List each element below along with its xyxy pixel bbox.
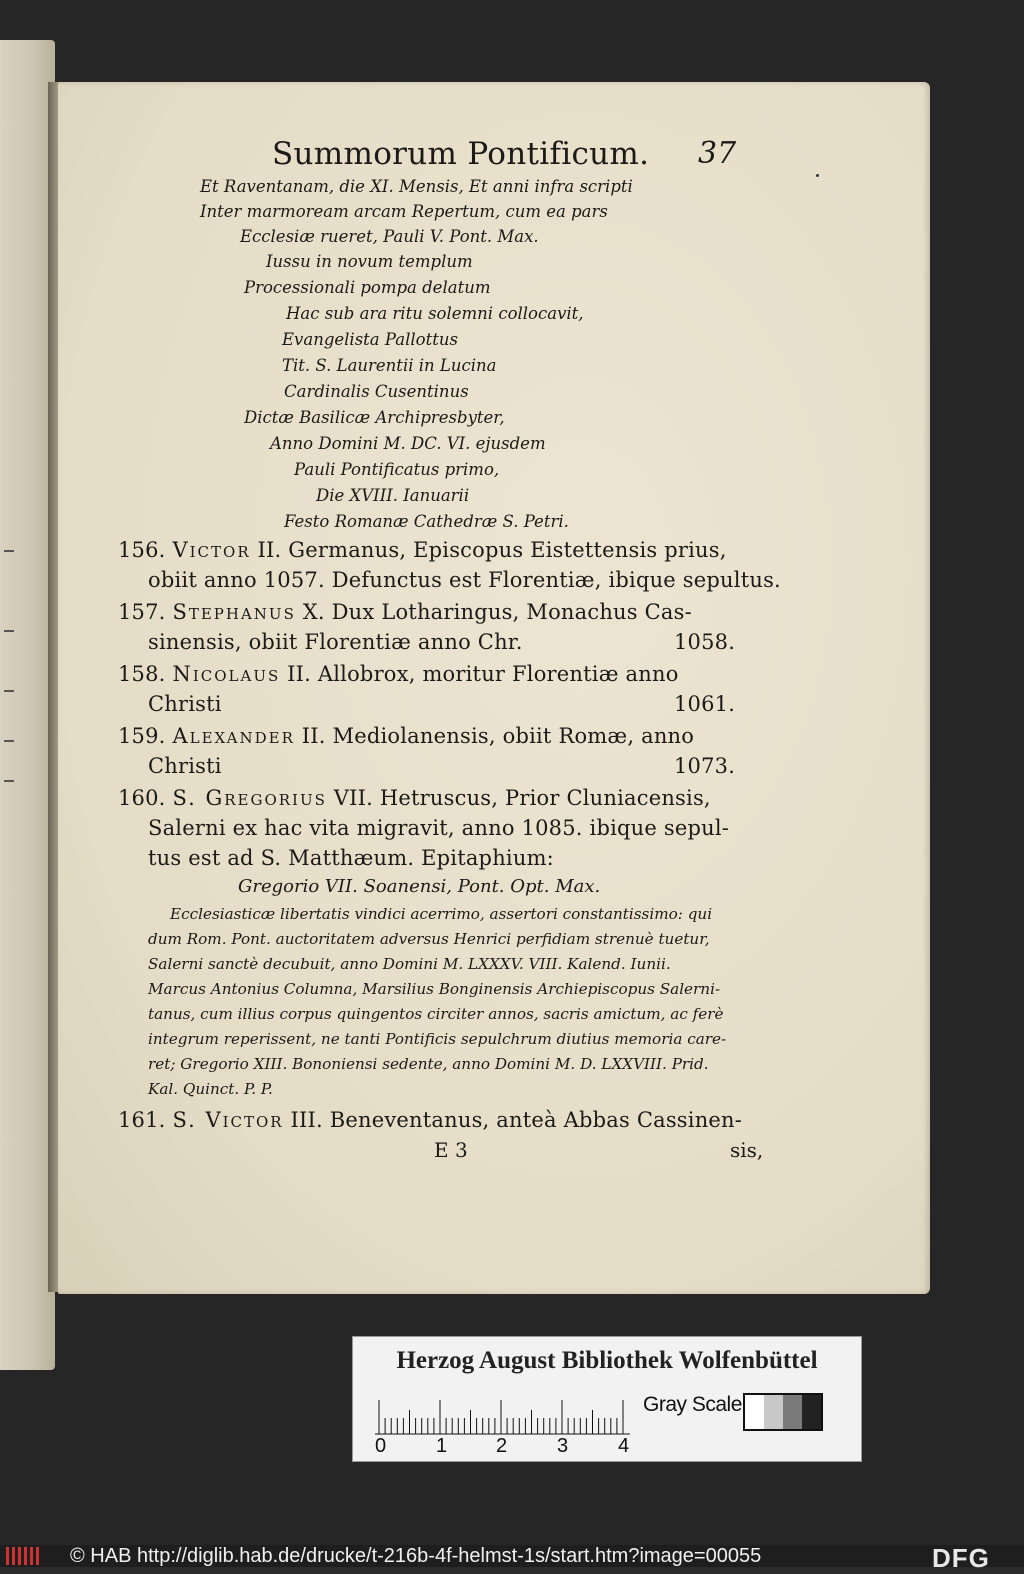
epitaph-line: Marcus Antonius Columna, Marsilius Bonginensis Archiepiscopus Salerni- bbox=[148, 980, 721, 998]
epitaph-line: Pauli Pontificatus primo, bbox=[294, 460, 500, 479]
library-name: Herzog August Bibliothek Wolfenbüttel bbox=[396, 1347, 818, 1374]
entry-number: 160. bbox=[118, 786, 166, 810]
epitaph-line: Anno Domini M. DC. VI. ejusdem bbox=[270, 434, 546, 453]
pope-name: Alexander bbox=[172, 724, 295, 748]
ruler-number: 3 bbox=[557, 1435, 569, 1457]
pope-name: Victor bbox=[172, 538, 251, 562]
epitaph-line: Hac sub ara ritu solemni collocavit, bbox=[286, 304, 584, 323]
entry-156-line-2: obiit anno 1057. Defunctus est Florentiæ, ibique sepultus. bbox=[148, 568, 781, 592]
epitaph-line: Festo Romanæ Cathedræ S. Petri. bbox=[284, 512, 569, 531]
epitaph-line: Dictæ Basilicæ Archipresbyter, bbox=[244, 408, 505, 427]
epitaph-heading: Gregorio VII. Soanensi, Pont. Opt. Max. bbox=[238, 876, 601, 897]
epitaph-line: integrum reperissent, ne tanti Pontificis sepulchrum diutius memoria care- bbox=[148, 1030, 727, 1048]
epitaph-line: Inter marmoream arcam Repertum, cum ea pars bbox=[200, 202, 608, 221]
swatch-dark-gray bbox=[783, 1395, 802, 1429]
epitaph-line: Ecclesiasticæ libertatis vindici acerrimo, assertori constantissimo: qui bbox=[170, 905, 713, 923]
entry-text: VII. Hetruscus, Prior Cluniacensis, bbox=[333, 786, 711, 810]
entry-157-year: 1058. bbox=[674, 630, 736, 654]
epitaph-line: Ecclesiæ rueret, Pauli V. Pont. Max. bbox=[240, 227, 539, 246]
page-number: 37 bbox=[698, 136, 737, 171]
entry-text: III. Beneventanus, anteà Abbas Cassinen- bbox=[290, 1108, 743, 1132]
ruler-scale bbox=[375, 1399, 630, 1435]
epitaph-line: ret; Gregorio XIII. Bononiensi sedente, anno Domini M. D. LXXVIII. Prid. bbox=[148, 1055, 709, 1073]
entry-156-line-1 bbox=[118, 538, 727, 562]
entry-158-line-1 bbox=[118, 662, 679, 686]
entry-157-line-2: sinensis, obiit Florentiæ anno Chr. bbox=[148, 630, 523, 654]
ruler-number: 1 bbox=[436, 1435, 448, 1457]
epitaph-line: Die XVIII. Ianuarii bbox=[316, 486, 470, 505]
entry-number: 159. bbox=[118, 724, 166, 748]
film-strip-icon bbox=[6, 1547, 44, 1565]
entry-159-line-2: Christi bbox=[148, 754, 222, 778]
epitaph-line: Et Raventanam, die XI. Mensis, Et anni infra scripti bbox=[200, 177, 633, 196]
running-title: Summorum Pontificum. bbox=[272, 136, 650, 172]
entry-159-year: 1073. bbox=[674, 754, 736, 778]
catchword: sis, bbox=[730, 1138, 764, 1162]
library-card bbox=[352, 1336, 862, 1462]
entry-160-line-3: tus est ad S. Matthæum. Epitaphium: bbox=[148, 846, 554, 870]
epitaph-line: Evangelista Pallottus bbox=[282, 330, 458, 349]
gray-scale-swatch bbox=[743, 1393, 823, 1431]
ruler-number: 4 bbox=[618, 1435, 630, 1457]
pope-name: S. Victor bbox=[172, 1108, 284, 1132]
entry-number: 158. bbox=[118, 662, 166, 686]
epitaph-line: Kal. Quinct. P. P. bbox=[148, 1080, 273, 1098]
pope-name: Nicolaus bbox=[172, 662, 281, 686]
entry-number: 156. bbox=[118, 538, 166, 562]
epitaph-line: Iussu in novum templum bbox=[266, 252, 473, 271]
entry-158-line-2: Christi bbox=[148, 692, 222, 716]
dfg-logo: DFG bbox=[932, 1543, 990, 1573]
epitaph-line: tanus, cum illius corpus quingentos circiter annos, sacris amictum, ac ferè bbox=[148, 1005, 724, 1023]
ruler-number: 0 bbox=[375, 1435, 387, 1457]
entry-161-line-1 bbox=[118, 1108, 742, 1132]
book-page bbox=[58, 82, 930, 1294]
entry-157-line-1 bbox=[118, 600, 692, 624]
paper-speck bbox=[816, 174, 819, 177]
entry-160-line-1 bbox=[118, 786, 711, 810]
ruler-number: 2 bbox=[496, 1435, 508, 1457]
swatch-black bbox=[802, 1395, 821, 1429]
entry-number: 161. bbox=[118, 1108, 166, 1132]
epitaph-line: Processionali pompa delatum bbox=[244, 278, 491, 297]
previous-leaf-edge bbox=[0, 40, 55, 1370]
epitaph-line: Salerni sanctè decubuit, anno Domini M. LXXXV. VIII. Kalend. Iunii. bbox=[148, 955, 671, 973]
epitaph-line: dum Rom. Pont. auctoritatem adversus Henrici perfidiam strenuè tuetur, bbox=[148, 930, 710, 948]
swatch-light-gray bbox=[764, 1395, 783, 1429]
gray-scale-label: Gray Scale bbox=[643, 1393, 742, 1416]
entry-text: II. Mediolanensis, obiit Romæ, anno bbox=[301, 724, 695, 748]
entry-text: X. Dux Lotharingus, Monachus Cas- bbox=[302, 600, 692, 624]
epitaph-line: Tit. S. Laurentii in Lucina bbox=[282, 356, 497, 375]
entry-text: II. Allobrox, moritur Florentiæ anno bbox=[287, 662, 679, 686]
entry-158-year: 1061. bbox=[674, 692, 736, 716]
entry-number: 157. bbox=[118, 600, 166, 624]
signature-mark: E 3 bbox=[434, 1138, 468, 1162]
pope-name: S. Gregorius bbox=[172, 786, 327, 810]
entry-160-line-2: Salerni ex hac vita migravit, anno 1085. ibique sepul- bbox=[148, 816, 730, 840]
copyright-url[interactable]: © HAB http://diglib.hab.de/drucke/t-216b-4f-helmst-1s/start.htm?image=00055 bbox=[70, 1545, 762, 1567]
entry-159-line-1 bbox=[118, 724, 694, 748]
entry-text: II. Germanus, Episcopus Eistettensis prius, bbox=[257, 538, 727, 562]
epitaph-line: Cardinalis Cusentinus bbox=[284, 382, 469, 401]
swatch-white bbox=[745, 1395, 764, 1429]
pope-name: Stephanus bbox=[172, 600, 296, 624]
footer-bar bbox=[0, 1543, 1024, 1573]
